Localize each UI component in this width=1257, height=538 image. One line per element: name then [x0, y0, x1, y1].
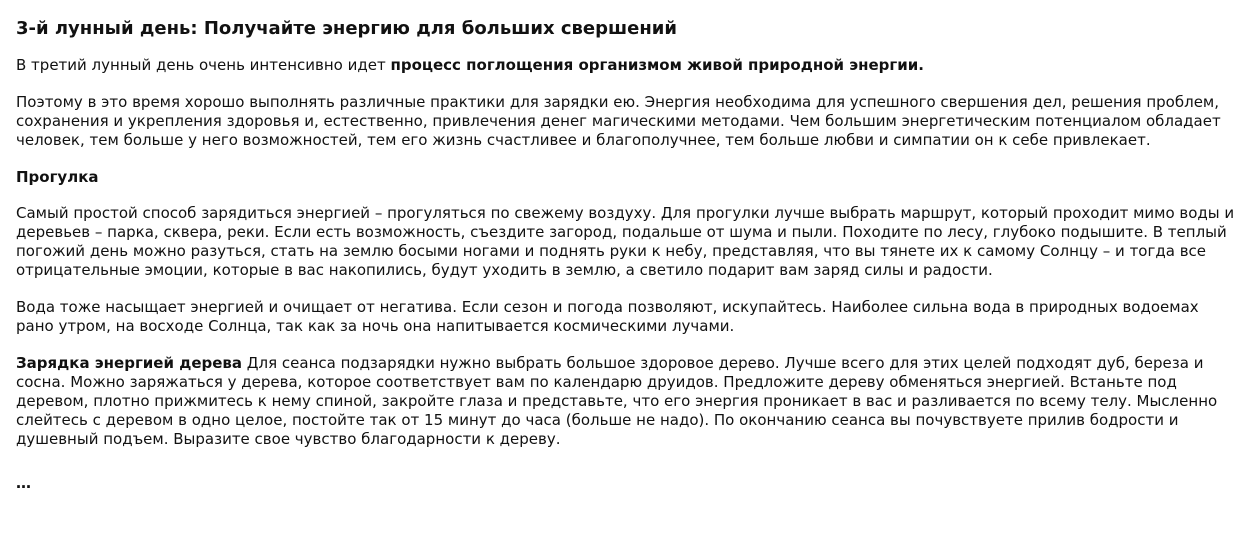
ellipsis: … — [16, 474, 31, 492]
tree-text: Для сеанса подзарядки нужно выбрать большое здоровое дерево. Лучше всего для этих целей подходят дуб, береза и сосна. Можно заряжаться у дерева, которое соответствует вам по календарю друидов. Предложите дереву обменяться энергией. Встаньте под деревом, плотно прижмитесь к нему спиной, закройте глаза и представьте, что его энергия проникает в вас и разливается по всему телу. Мысленно слейтесь с деревом в одно целое, постойте так от 15 минут до часа (больше не надо). По окончанию сеанса вы почувствуете прилив бодрости и душевный подъем. Выразите свое чувство благодарности к дереву. — [16, 354, 1218, 448]
walk-heading: Прогулка — [16, 168, 99, 186]
practices-paragraph: Поэтому в это время хорошо выполнять различные практики для зарядки ею. Энергия необходима для успешного свершения дел, решения проблем, сохранения и укрепления здоровья и, естественно, привлечения денег магическими методами. Чем большим энергетическим потенциалом обладает человек, тем больше у него возможностей, тем его жизнь счастливее и благополучнее, тем больше любви и симпатии он к себе привлекает. — [16, 93, 1221, 149]
tree-heading: Зарядка энергией дерева — [16, 354, 243, 372]
article-title: 3-й лунный день: Получайте энергию для больших свершений — [16, 18, 677, 39]
intro-text: В третий лунный день очень интенсивно идет — [16, 56, 391, 74]
walk-paragraph: Самый простой способ зарядиться энергией – прогуляться по свежему воздуху. Для прогулки лучше выбрать маршрут, который проходит мимо воды и деревьев – парка, сквера, реки. Если есть возможность, съездите загород, подальше от шума и пыли. Походите по лесу, глубоко подышите. В теплый погожий день можно разуться, стать на землю босыми ногами и поднять руки к небу, представляя, что вы тянете их к самому Солнцу – и тогда все отрицательные эмоции, которые в вас накопились, будут уходить в землю, а светило подарит вам заряд силы и радости. — [16, 204, 1235, 279]
intro-paragraph — [16, 56, 1241, 75]
tree-paragraph — [16, 354, 1241, 449]
intro-bold-text: процесс поглощения организмом живой природной энергии. — [390, 56, 924, 74]
water-paragraph: Вода тоже насыщает энергией и очищает от негатива. Если сезон и погода позволяют, искупайтесь. Наиболее сильна вода в природных водоемах рано утром, на восходе Солнца, так как за ночь она напитывается космическими лучами. — [16, 298, 1199, 335]
